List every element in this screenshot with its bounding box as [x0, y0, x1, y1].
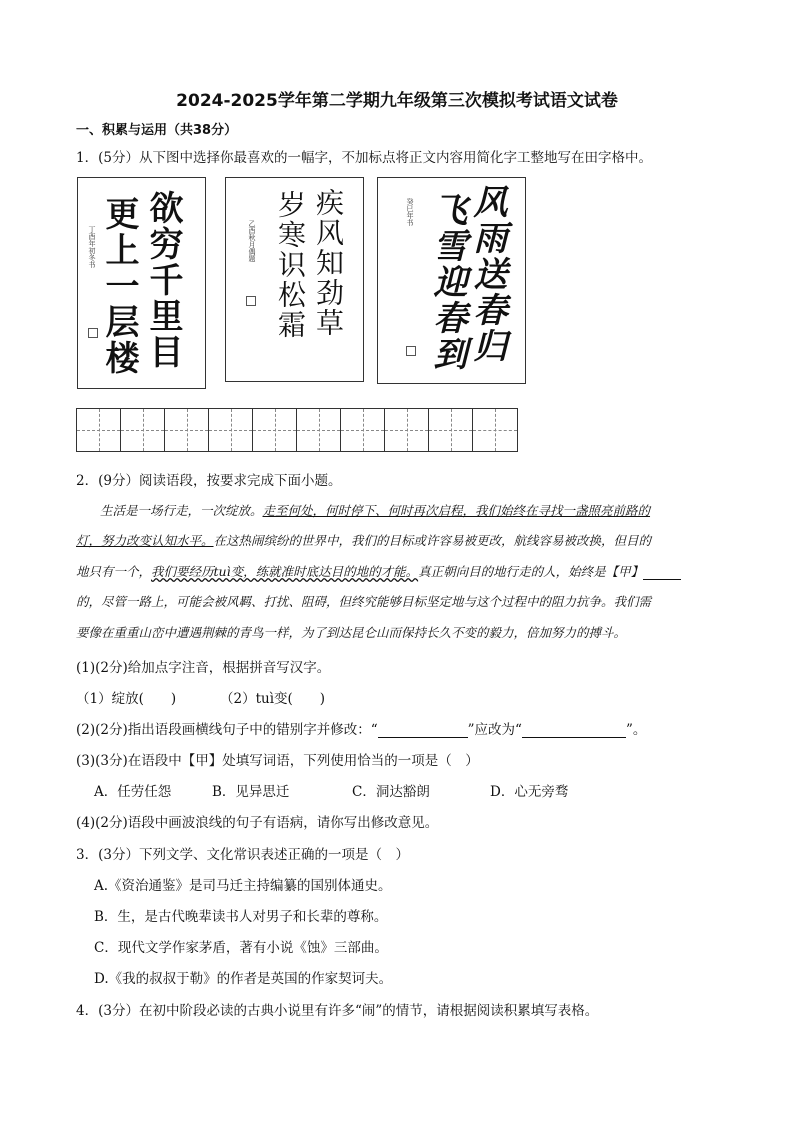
q2-option-d[interactable]: D．心无旁骛 — [490, 784, 569, 800]
grid-cell[interactable] — [341, 409, 385, 451]
passage-wavy: 我们要经历tuì变，练就准时底达目的地的才能。 — [151, 564, 419, 579]
grid-cell[interactable] — [121, 409, 165, 451]
panel3-seal — [406, 346, 416, 356]
writing-grid[interactable] — [76, 408, 518, 452]
q2-sub3: (3)(3分)在语段中【甲】处填写词语，下列使用恰当的一项是（ ） — [76, 753, 479, 769]
question-4: 4．(3分）在初中阶段必读的古典小说里有许多“闹”的情节，请根据阅读积累填写表格。 — [76, 1003, 599, 1019]
section-heading: 一、积累与运用（共38分） — [76, 123, 238, 138]
passage-text: 在这热闹缤纷的世界中，我们的目标或许容易被更改，航线容易被改换，但目的 — [213, 533, 652, 548]
panel2-col1: 疾风知劲草 — [312, 188, 345, 338]
blank-jia[interactable] — [643, 565, 681, 580]
passage-line-3 — [76, 562, 718, 580]
passage-underlined: 走至何处，何时停下、何时再次启程，我们始终在寻找一盏照亮前路的 — [262, 503, 651, 518]
q2-sub2-text: ”。 — [625, 722, 647, 738]
grid-cell[interactable] — [429, 409, 473, 451]
question-2: 2．(9分）阅读语段，按要求完成下面小题。 — [76, 473, 342, 489]
q2-option-a[interactable]: A．任劳任怨 — [94, 784, 172, 800]
q2-sub1: (1)(2分)给加点字注音，根据拼音写汉字。 — [76, 660, 331, 676]
calligraphy-panel-1 — [77, 177, 206, 389]
page-title: 2024-2025学年第二学期九年级第三次模拟考试语文试卷 — [176, 91, 618, 111]
grid-cell[interactable] — [297, 409, 341, 451]
panel1-col2: 更上一层楼 — [99, 196, 139, 376]
panel3-inscription: 癸巳年书 — [406, 198, 414, 226]
passage-text: 地只有一个， — [76, 564, 152, 579]
q2-sub1-b: （2）tuì变( ) — [220, 691, 326, 707]
passage-line-5: 要像在重重山峦中遭遇荆棘的青鸟一样，为了到达昆仑山而保持长久不变的毅力，倍加努力的搏斗。 — [76, 625, 627, 640]
panel1-inscription: 丁酉年初冬书 — [88, 226, 96, 268]
q3-option-a[interactable]: A.《资治通鉴》是司马迁主持编纂的国别体通史。 — [94, 878, 392, 894]
passage-underlined: 灯，努力改变认知水平。 — [76, 533, 214, 548]
passage-line-1 — [100, 501, 742, 519]
q2-sub4: (4)(2分)语段中画波浪线的句子有语病，请你写出修改意见。 — [76, 815, 439, 831]
q2-sub2-text: (2)(2分)指出语段画横线句子中的错别字并修改：“ — [76, 722, 378, 738]
q2-sub2-text: ”应改为“ — [467, 722, 522, 738]
answer-blank[interactable] — [522, 723, 626, 738]
grid-cell[interactable] — [253, 409, 297, 451]
calligraphy-panel-3 — [377, 177, 526, 384]
question-3: 3．(3分）下列文学、文化常识表述正确的一项是（ ） — [76, 847, 409, 863]
grid-cell[interactable] — [209, 409, 253, 451]
q3-option-c[interactable]: C．现代文学作家茅盾，著有小说《蚀》三部曲。 — [94, 940, 388, 956]
panel1-seal — [88, 328, 98, 338]
panel3-col2: 飞雪迎春到 — [427, 192, 467, 372]
panel2-seal — [246, 296, 256, 306]
q3-option-b[interactable]: B．生，是古代晚辈读书人对男子和长辈的尊称。 — [94, 909, 388, 925]
calligraphy-panel-2 — [225, 177, 364, 382]
q2-option-c[interactable]: C．洞达豁朗 — [352, 784, 430, 800]
q2-sub1-a: （1）绽放( ) — [76, 691, 177, 707]
panel2-col2: 岁寒识松霜 — [274, 190, 307, 340]
panel1-col1: 欲穷千里目 — [143, 190, 183, 370]
q2-sub2 — [76, 718, 646, 738]
panel3-col1: 风雨送春归 — [467, 184, 507, 364]
answer-blank[interactable] — [378, 723, 468, 738]
panel2-inscription: 乙酉秋月偶题 — [248, 220, 256, 262]
passage-text: 真正朝向目的地行走的人，始终是【甲】 — [418, 564, 644, 579]
grid-cell[interactable] — [77, 409, 121, 451]
grid-cell[interactable] — [165, 409, 209, 451]
passage-line-2 — [76, 531, 718, 549]
question-1: 1．(5分）从下图中选择你最喜欢的一幅字，不加标点将正文内容用简化字工整地写在田字格中。 — [76, 150, 652, 166]
passage-line-4: 的，尽管一路上，可能会被风羁、打扰、阻碍，但终究能够目标坚定地与这个过程中的阻力抗争。我们需 — [76, 594, 652, 609]
grid-cell[interactable] — [385, 409, 429, 451]
q3-option-d[interactable]: D.《我的叔叔于勒》的作者是英国的作家契诃夫。 — [94, 971, 393, 987]
passage-text: 生活是一场行走，一次绽放。 — [100, 503, 263, 518]
grid-cell[interactable] — [473, 409, 517, 451]
q2-option-b[interactable]: B．见异思迁 — [212, 784, 290, 800]
